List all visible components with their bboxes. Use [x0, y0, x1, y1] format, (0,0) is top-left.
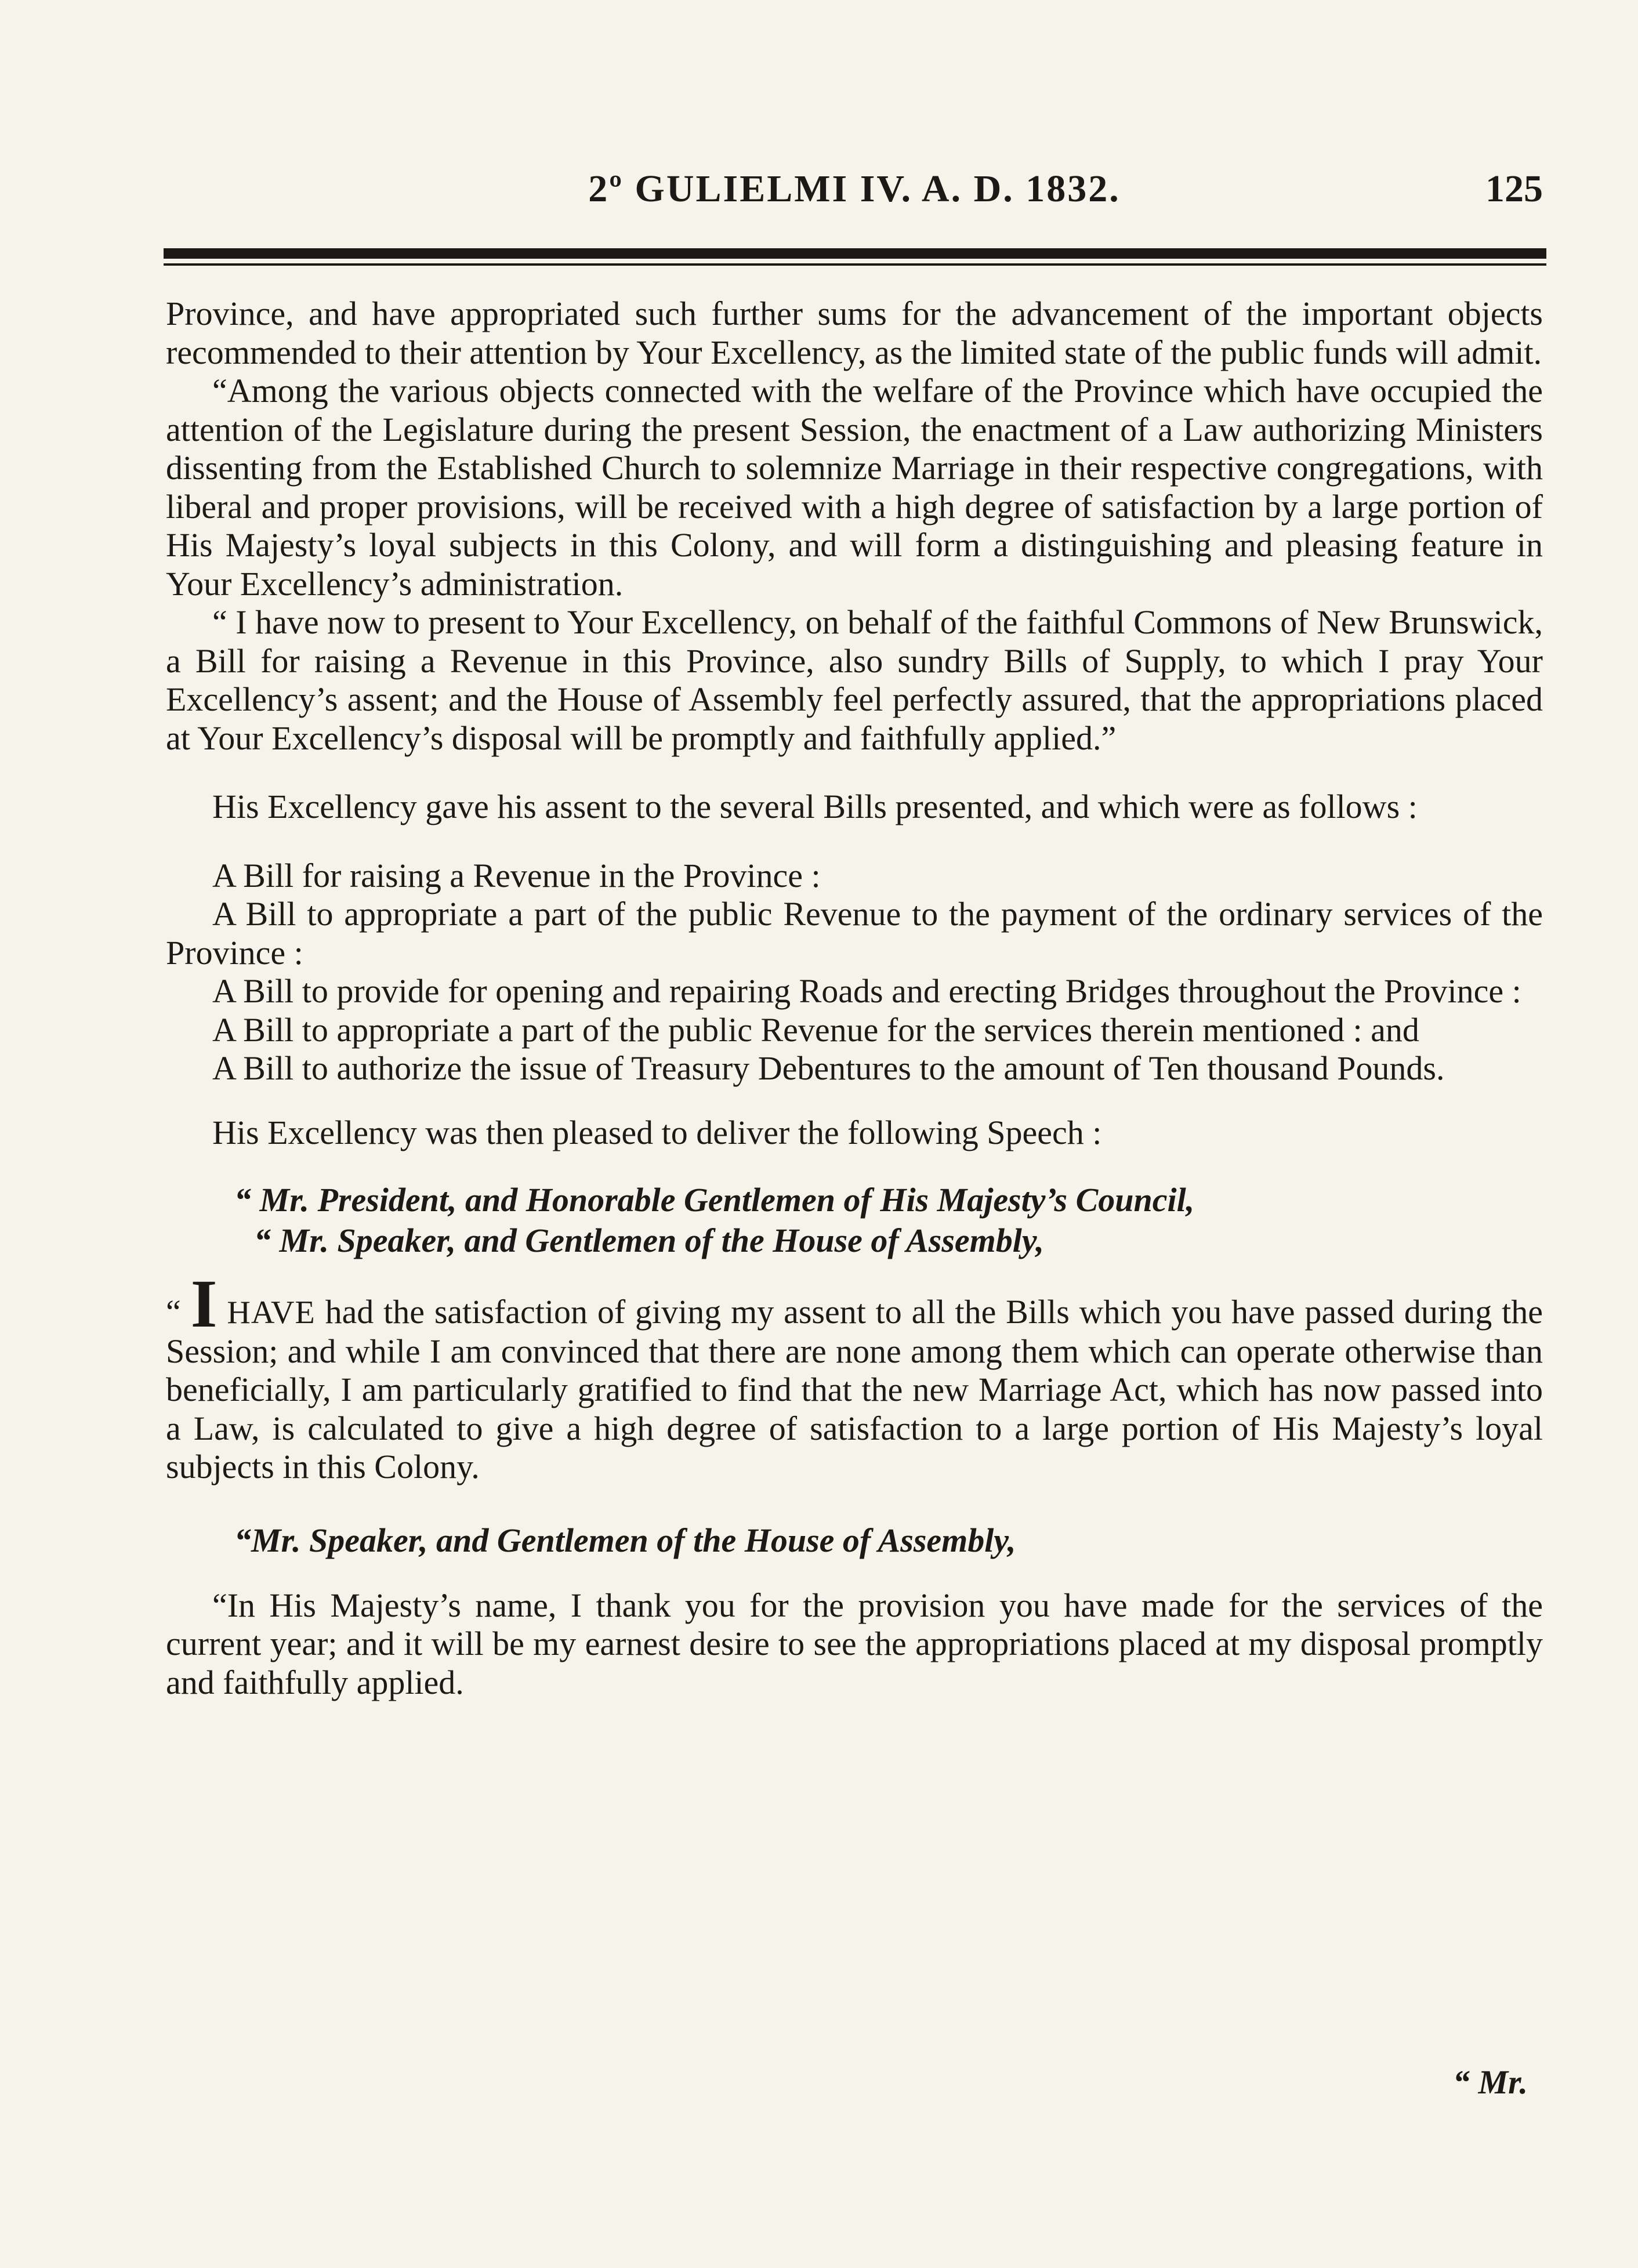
opening-quote: “ [166, 1293, 181, 1331]
speech-text: had the satisfaction of giving my assent to all the Bills which you have passed during the Session; and while I am convinced that there are none among them which can operate otherwise than beneficially, I am particularly gratified to find that the new Marriage Act, which has now passed into a Law, is calculated to give a high degree of satisfaction to a large portion of His Majesty’s loyal subjects in this Colony. [166, 1293, 1543, 1486]
header-rule-thin [164, 263, 1546, 266]
bill-item: A Bill for raising a Revenue in the Province : [212, 856, 821, 894]
running-title: 2º GULIELMI IV. A. D. 1832. [588, 168, 1121, 210]
address-assembly: “ Mr. Speaker, and Gentlemen of the House of Assembly, [254, 1222, 1044, 1259]
header-rule-thick [164, 248, 1546, 259]
bill-item: A Bill to authorize the issue of Treasury Debentures to the amount of Ten thousand Pounds. [212, 1049, 1445, 1087]
page-number: 125 [1485, 168, 1543, 210]
bill-item: A Bill to appropriate a part of the public Revenue for the services therein mentioned : and [212, 1010, 1419, 1049]
paragraph-speech-thanks: “In His Majesty’s name, I thank you for the provision you have made for the services of the current year; and it will be my earnest desire to see the appropriations placed at my disposal promptly and faithfully applied. [166, 1586, 1543, 1701]
address-council: “ Mr. President, and Honorable Gentlemen of His Majesty’s Council, [234, 1181, 1195, 1219]
body-text [166, 295, 1543, 1702]
catchword: “ Mr. [1453, 2063, 1528, 2101]
address-assembly-second: “Mr. Speaker, and Gentlemen of the House of Assembly, [234, 1521, 1016, 1559]
paragraph-assent: His Excellency gave his assent to the several Bills presented, and which were as follows : [212, 788, 1418, 825]
paragraph-speech-opening [166, 1266, 1543, 1487]
paragraph-speech-intro: His Excellency was then pleased to deliver the following Speech : [212, 1113, 1102, 1151]
paragraph-revenue-bill: “ I have now to present to Your Excellency, on behalf of the faithful Commons of New Brunswick, a Bill for raising a Revenue in this Province, also sundry Bills of Supply, to which I pray Your Excellency’s assent; and the House of Assembly feel perfectly assured, that the appropriations placed at Your Excellency’s disposal will be promptly and faithfully applied.” [166, 603, 1543, 757]
bill-list [166, 857, 1543, 1088]
running-head [166, 164, 1543, 216]
paragraph-marriage-act: “Among the various objects connected with the welfare of the Province which have occupied the attention of the Legislature during the present Session, the enactment of a Law authorizing Ministers dissenting from the Established Church to solemnize Marriage in their respective congregations, with liberal and proper provisions, will be received with a high degree of satisfaction by a large portion of His Majesty’s loyal subjects in this Colony, and will form a distinguishing and pleasing feature in Your Excellency’s administration. [166, 372, 1543, 603]
paragraph-continuation: Province, and have appropriated such further sums for the advancement of the important objects recommended to their attention by Your Excellency, as the limited state of the public funds will admit. [166, 295, 1543, 371]
bill-item: A Bill to provide for opening and repairing Roads and erecting Bridges throughout the Province : [212, 972, 1521, 1010]
bill-item: A Bill to appropriate a part of the public Revenue to the payment of the ordinary services of the Province : [166, 895, 1543, 972]
drop-cap: I [190, 1266, 218, 1342]
lead-word: HAVE [227, 1295, 316, 1331]
